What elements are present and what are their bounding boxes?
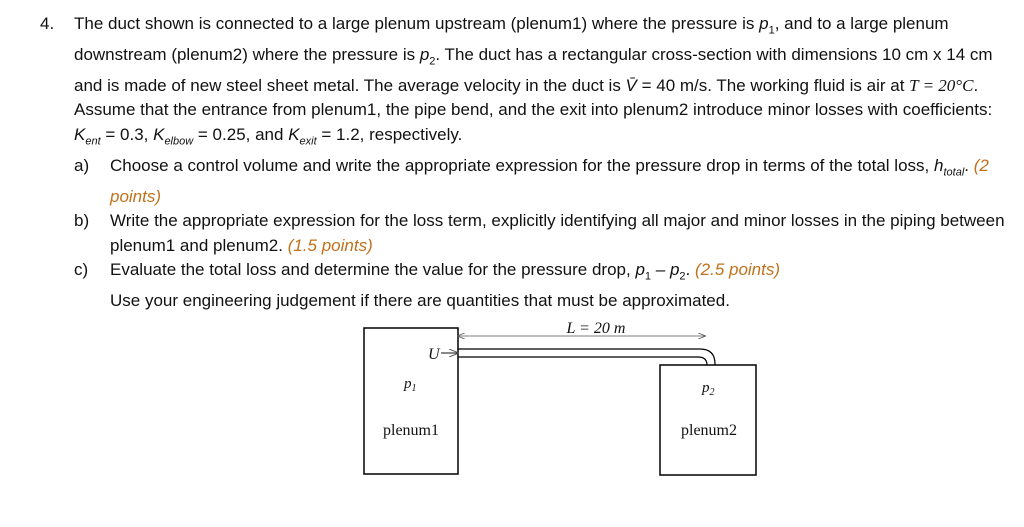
kelbow-value: = 0.25, and — [193, 124, 289, 144]
part-label: c) — [74, 260, 89, 280]
p2-subscript: 2 — [679, 270, 686, 283]
temperature-expression: T = 20°C — [909, 75, 974, 95]
points-label: (2.5 points) — [694, 260, 781, 280]
part-a — [74, 154, 1010, 209]
kexit-subscript: exit — [299, 135, 317, 148]
plenum2-label: plenum2 — [681, 422, 737, 439]
part-label: a) — [74, 155, 90, 175]
plenum1-box — [364, 328, 458, 474]
p1-symbol: p — [759, 14, 769, 33]
statement-part: , and to a large plenum downstream (plenum2) where the pressure is — [74, 14, 949, 64]
part-text: Write the appropriate expression for the loss term, explicitly identifying all major and minor losses in the piping between plenum1 and plenum2. — [110, 211, 1005, 255]
kelbow-symbol: K — [153, 124, 165, 144]
part-text-end: . — [685, 260, 695, 280]
part-text: Choose a control volume and write the appropriate expression for the pressure drop in terms of the total loss, — [110, 155, 934, 175]
kexit-value: = 1.2, respectively. — [316, 124, 463, 144]
problem-number: 4. — [40, 14, 55, 33]
duct-bottom-wall — [458, 357, 707, 365]
part-b-text — [110, 209, 1010, 258]
part-b — [74, 209, 1010, 258]
velocity-label: U — [428, 346, 440, 363]
velocity-symbol: V̄ — [625, 75, 637, 95]
part-c-line2: Use your engineering judgement if there are quantities that must be approximated. — [110, 290, 730, 310]
plenum2-box — [660, 365, 756, 475]
subparts — [74, 154, 1010, 314]
minus-sign: – — [651, 260, 670, 280]
plenum1-pressure-label: $p_1$ — [404, 376, 417, 394]
p2-subscript: 2 — [429, 55, 436, 68]
kelbow-subscript: elbow — [164, 135, 194, 148]
kent-subscript: ent — [85, 135, 101, 148]
kent-symbol: K — [74, 124, 86, 144]
part-label: b) — [74, 211, 90, 231]
part-c-text — [110, 258, 780, 313]
p1-subscript: 1 — [644, 270, 652, 283]
length-label: L = 20 m — [566, 320, 626, 337]
part-c — [74, 258, 1010, 313]
statement-part: . Assume that the entrance from plenum1, the pipe bend, and the exit into plenum2 introduce minor losses with coefficients: — [74, 75, 993, 120]
points-label: (2 points) — [110, 155, 989, 206]
part-text-end: . — [964, 155, 974, 175]
problem-statement — [74, 12, 1010, 154]
p1-subscript: 1 — [768, 24, 775, 37]
part-a-text — [110, 154, 1010, 209]
p1-symbol: p — [635, 260, 645, 280]
h-symbol: h — [934, 155, 944, 175]
problem-4 — [40, 12, 1010, 313]
h-subscript: total — [943, 166, 965, 179]
p2-symbol: p — [419, 44, 430, 64]
p2-symbol: p — [669, 260, 680, 280]
part-text: Evaluate the total loss and determine the value for the pressure drop, — [110, 260, 636, 280]
statement-part: = 40 m/s. The working fluid is air at — [636, 75, 910, 95]
duct-top-wall — [458, 349, 715, 365]
plenum2-pressure-label: $p_2$ — [702, 380, 715, 398]
plenum1-label: plenum1 — [383, 422, 439, 439]
points-label: (1.5 points) — [287, 235, 373, 255]
kexit-symbol: K — [288, 124, 300, 144]
kent-value: = 0.3, — [100, 124, 154, 144]
statement-part: The duct shown is connected to a large plenum upstream (plenum1) where the pressure is — [74, 14, 760, 33]
statement-part: . The duct has a rectangular cross-section with dimensions 10 cm x 14 cm and is made of new steel sheet metal. The average velocity in the duct is — [74, 44, 993, 95]
